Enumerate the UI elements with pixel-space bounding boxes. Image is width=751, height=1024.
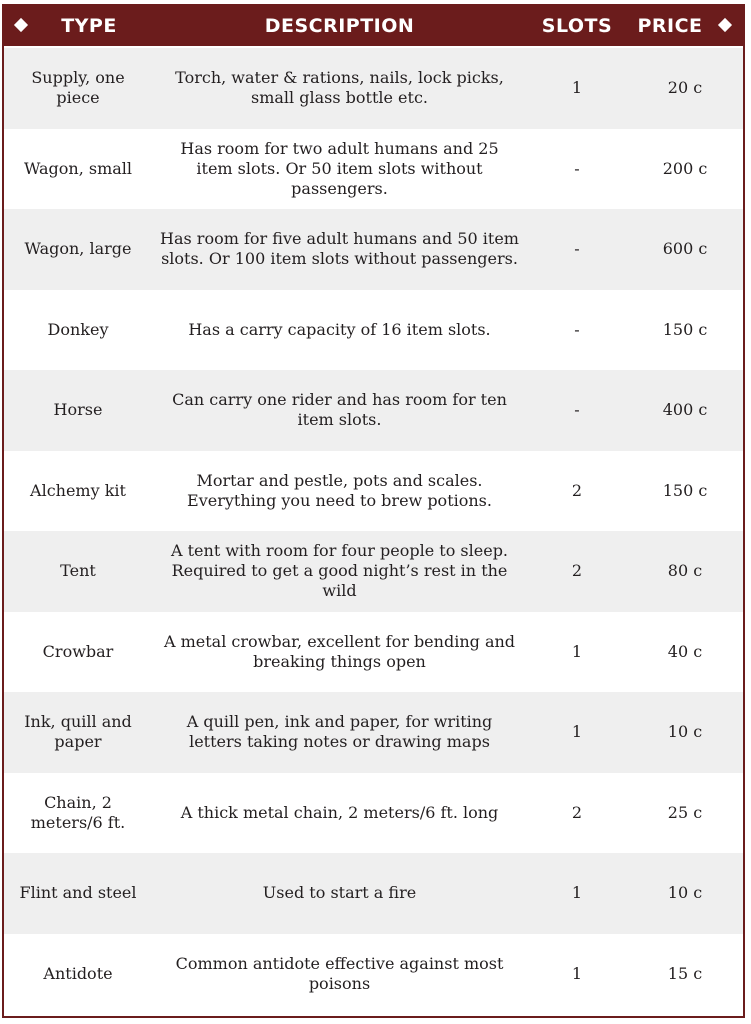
- price-cell: 150 c: [662, 480, 708, 500]
- slots-cell: -: [574, 158, 580, 178]
- description-cell: Torch, water & rations, nails, lock picks, small glass bottle etc.: [175, 68, 504, 108]
- description-cell: Used to start a fire: [262, 883, 417, 903]
- header-description: DESCRIPTION: [264, 15, 415, 37]
- table-row: [4, 48, 743, 129]
- header-price: PRICE: [637, 15, 703, 37]
- price-cell: 10 c: [667, 883, 703, 903]
- price-cell: 400 c: [662, 400, 708, 420]
- price-cell: 150 c: [662, 319, 708, 339]
- table-row: [4, 370, 743, 451]
- description-cell: A quill pen, ink and paper, for writing letters taking notes or drawing maps: [186, 712, 493, 752]
- price-cell: 25 c: [667, 802, 703, 822]
- description-cell: Has room for five adult humans and 50 item slots. Or 100 item slots without passengers.: [160, 229, 519, 269]
- slots-cell: -: [574, 319, 580, 339]
- slots-cell: 1: [571, 883, 583, 903]
- table-row: [4, 934, 743, 1015]
- price-cell: 40 c: [667, 641, 703, 661]
- equipment-table: [2, 4, 745, 1018]
- description-cell: Can carry one rider and has room for ten item slots.: [172, 390, 507, 430]
- type-cell: Crowbar: [42, 641, 114, 661]
- description-cell: Has room for two adult humans and 25 item slots. Or 50 item slots without passengers.: [180, 138, 499, 198]
- price-cell: 600 c: [662, 239, 708, 259]
- description-cell: A thick metal chain, 2 meters/6 ft. long: [180, 802, 499, 822]
- table-header: [4, 6, 743, 46]
- slots-cell: 2: [571, 561, 583, 581]
- slots-cell: 1: [571, 722, 583, 742]
- type-cell: Antidote: [43, 963, 113, 983]
- description-cell: Common antidote effective against most poisons: [175, 953, 504, 993]
- table-row: [4, 692, 743, 773]
- table-row: [4, 290, 743, 371]
- slots-cell: 2: [571, 802, 583, 822]
- type-cell: Tent: [60, 561, 96, 581]
- type-cell: Donkey: [47, 319, 109, 339]
- table-row: [4, 853, 743, 934]
- slots-cell: -: [574, 400, 580, 420]
- type-cell: Horse: [53, 400, 103, 420]
- type-cell: Alchemy kit: [30, 480, 126, 500]
- price-cell: 80 c: [667, 561, 703, 581]
- description-cell: A metal crowbar, excellent for bending and breaking things open: [163, 631, 516, 671]
- price-cell: 10 c: [667, 722, 703, 742]
- slots-cell: 1: [571, 641, 583, 661]
- table-row: [4, 531, 743, 612]
- description-cell: Mortar and pestle, pots and scales. Everything you need to brew potions.: [187, 470, 492, 510]
- table-row: [4, 773, 743, 854]
- type-cell: Ink, quill and paper: [24, 712, 132, 752]
- slots-cell: 1: [571, 78, 583, 98]
- type-cell: Chain, 2 meters/6 ft.: [30, 792, 126, 832]
- table-row: [4, 612, 743, 693]
- price-cell: 200 c: [662, 158, 708, 178]
- price-cell: 15 c: [667, 963, 703, 983]
- table-body: [4, 48, 743, 1014]
- slots-cell: -: [574, 239, 580, 259]
- table-row: [4, 451, 743, 532]
- type-cell: Wagon, large: [24, 239, 132, 259]
- slots-cell: 1: [571, 963, 583, 983]
- type-cell: Wagon, small: [23, 158, 133, 178]
- header-slots: SLOTS: [541, 15, 613, 37]
- type-cell: Flint and steel: [19, 883, 137, 903]
- table-row: [4, 209, 743, 290]
- price-cell: 20 c: [667, 78, 703, 98]
- table-row: [4, 129, 743, 210]
- type-cell: Supply, one piece: [31, 68, 125, 108]
- description-cell: A tent with room for four people to sleep. Required to get a good night’s rest in the wild: [170, 541, 509, 601]
- header-type: TYPE: [61, 15, 117, 37]
- description-cell: Has a carry capacity of 16 item slots.: [188, 319, 491, 339]
- slots-cell: 2: [571, 480, 583, 500]
